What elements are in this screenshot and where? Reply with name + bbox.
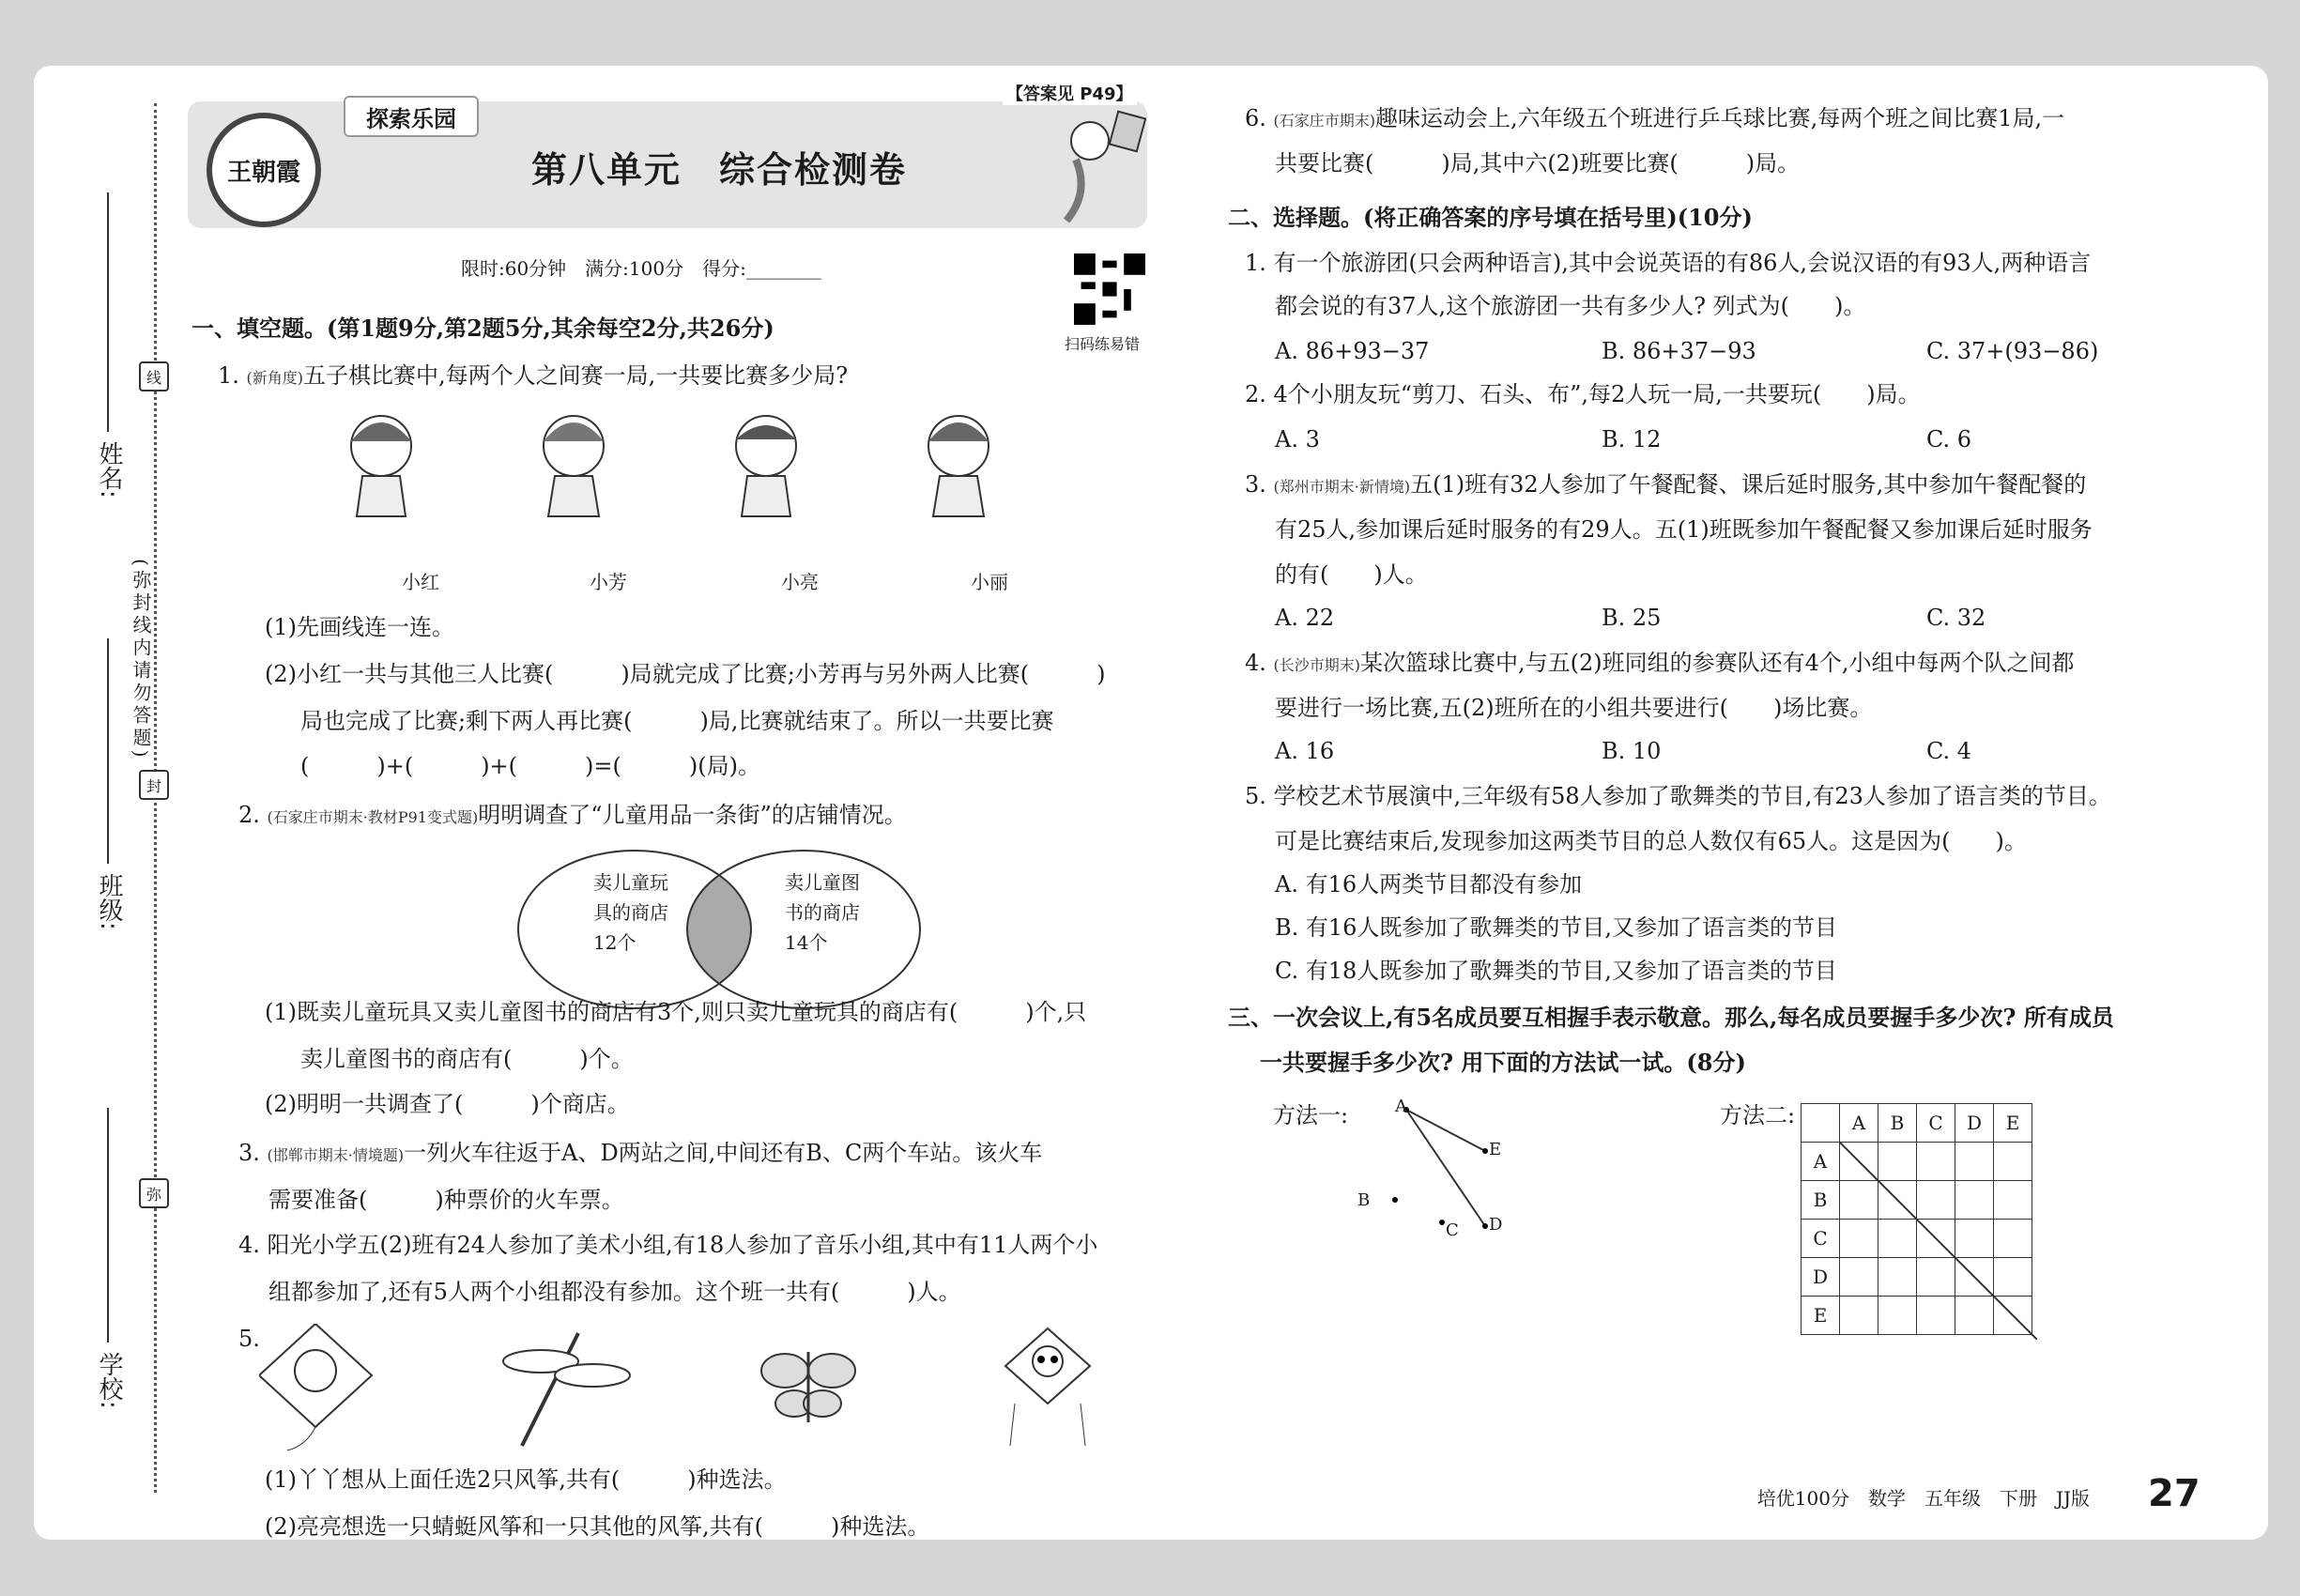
question-3: 3. (邯郸市期末·情境题)一列火车往返于A、D两站之间,中间还有B、C两个车站。该火车 [238,1140,1043,1166]
choice-2-option-a[interactable]: A. 3 [1275,426,1320,453]
answer-reference: 【答案见 P49】 [1003,81,1137,105]
child-name: 小亮 [781,571,819,593]
choice-1-option-b[interactable]: B. 86+37−93 [1602,338,1756,364]
question-2-1-line-a: (1)既卖儿童玩具又卖儿童图书的商店有3个,则只卖儿童玩具的商店有( )个,只 [265,999,1087,1025]
child-xiaohong [351,416,411,516]
child-xiaoliang [736,416,796,516]
choice-2-option-c[interactable]: C. 6 [1926,426,1972,453]
col-header: E [1994,1104,2032,1143]
exam-info: 限时:60分钟 满分:100分 得分:________ [461,257,821,280]
method-2-label: 方法二: [1720,1102,1796,1128]
question-6-line-b: 共要比赛( )局,其中六(2)班要比赛( )局。 [1275,150,1801,176]
venn-right-label: 卖儿童图 [785,871,860,894]
question-5-2: (2)亮亮想选一只蜻蜓风筝和一只其他的风筝,共有( )种选法。 [265,1513,930,1540]
question-4-line-b: 组都参加了,还有5人两个小组都没有参加。这个班一共有( )人。 [268,1279,961,1305]
children-illustration [344,404,1113,545]
question-4: 4. 阳光小学五(2)班有24人参加了美术小组,有18人参加了音乐小组,其中有11人两个小 [238,1232,1098,1258]
choice-4-option-b[interactable]: B. 10 [1602,738,1662,764]
class-field[interactable] [107,638,109,864]
question-1: 1. (新角度)五子棋比赛中,每两个人之间赛一局,一共要比赛多少局? [218,362,849,389]
choice-3-line-b: 有25人,参加课后延时服务的有29人。五(1)班既参加午餐配餐又参加课后延时服务 [1275,516,2093,543]
table-diagonal [1840,1143,2037,1340]
choice-1-option-c[interactable]: C. 37+(93−86) [1926,338,2099,364]
venn-right-count: 14个 [785,931,828,954]
question-4-text: 阳光小学五(2)班有24人参加了美术小组,有18人参加了音乐小组,其中有11人两个小 [267,1232,1098,1258]
col-header: A [1840,1104,1878,1143]
choice-4-option-a[interactable]: A. 16 [1275,738,1335,764]
choice-5: 5. 学校艺术节展演中,三年级有58人参加了歌舞类的节目,有23人参加了语言类的节目。 [1245,783,2111,809]
choice-4-line-b: 要进行一场比赛,五(2)班所在的小组共要进行( )场比赛。 [1275,695,1873,721]
choice-5-line-b: 可是比赛结束后,发现参加这两类节目的总人数仅有65人。这是因为( )。 [1275,828,2027,854]
venn-left-count: 12个 [593,931,636,954]
question-6: 6. (石家庄市期末)趣味运动会上,六年级五个班进行乒乓球比赛,每两个班之间比赛1局,一 [1245,105,2065,131]
kites-illustration [259,1324,1104,1455]
seal-mi: 弥 [139,1178,169,1208]
question-1-2-line-c: ( )+( )+( )=( )(局)。 [300,753,760,779]
question-2-2: (2)明明一共调查了( )个商店。 [265,1091,630,1117]
choice-2: 2. 4个小朋友玩“剪刀、石头、布”,每2人玩一局,一共要玩( )局。 [1245,381,1921,407]
choice-3-line-c: 的有( )人。 [1275,561,1428,588]
child-name: 小红 [402,571,439,593]
row-header: A [1802,1143,1840,1181]
choice-2-text: 4个小朋友玩“剪刀、石头、布”,每2人玩一局,一共要玩( )局。 [1273,381,1921,407]
seal-line: 线 [139,361,169,391]
point-b-label: B [1357,1190,1371,1210]
point-d-label: D [1489,1215,1503,1235]
question-3-source: (邯郸市期末·情境题) [267,1146,405,1164]
col-header: C [1917,1104,1955,1143]
choice-5-option-b[interactable]: B. 有16人既参加了歌舞类的节目,又参加了语言类的节目 [1275,914,1838,941]
point-c-label: C [1446,1220,1459,1240]
choice-4-option-c[interactable]: C. 4 [1926,738,1972,764]
class-label: 班级: [95,873,123,930]
choice-3-option-b[interactable]: B. 25 [1602,605,1662,631]
worksheet [34,66,2268,1540]
monkey-kite [259,1324,372,1450]
qr-label: 扫码练易错 [1065,335,1141,353]
choice-3-option-a[interactable]: A. 22 [1275,605,1335,631]
choice-5-option-a[interactable]: A. 有16人两类节目都没有参加 [1275,871,1583,898]
section-3-heading-line-b: 一共要握手多少次? 用下面的方法试一试。(8分) [1260,1049,1746,1076]
name-field[interactable] [107,192,109,432]
choice-1-text: 有一个旅游团(只会两种语言),其中会说英语的有86人,会说汉语的有93人,两种语言 [1273,250,2092,276]
dragonfly-kite [503,1333,630,1446]
footer-info: 培优100分 数学 五年级 下册 JJ版 [1756,1487,2090,1510]
question-2: 2. (石家庄市期末·教材P91变式题)明明调查了“儿童用品一条街”的店铺情况。 [238,802,907,828]
school-label: 学校: [95,1352,123,1409]
section-1-heading: 一、填空题。(第1题9分,第2题5分,其余每空2分,共26分) [192,315,774,342]
venn-diagram [513,845,935,1014]
choice-1: 1. 有一个旅游团(只会两种语言),其中会说英语的有86人,会说汉语的有93人,两种语言 [1245,250,2092,276]
venn-left-label: 卖儿童玩 [593,871,668,894]
choice-3-option-c[interactable]: C. 32 [1926,605,1986,631]
row-header: D [1802,1258,1840,1297]
choice-3: 3. (郑州市期末·新情境)五(1)班有32人参加了午餐配餐、课后延时服务,其中参加午餐配餐的 [1245,471,2087,498]
seal-notice: (弥封线内请勿答题) [130,559,152,761]
row-header: B [1802,1181,1840,1220]
question-2-text: 明明调查了“儿童用品一条街”的店铺情况。 [478,802,907,828]
page-number: 27 [2148,1472,2200,1515]
child-xiaoli [928,416,989,516]
choice-3-text: 五(1)班有32人参加了午餐配餐、课后延时服务,其中参加午餐配餐的 [1410,471,2087,498]
choice-5-option-c[interactable]: C. 有18人既参加了歌舞类的节目,又参加了语言类的节目 [1275,958,1837,984]
method-1-label: 方法一: [1273,1102,1349,1128]
choice-4-text: 某次篮球比赛中,与五(2)班同组的参赛队还有4个,小组中每两个队之间都 [1360,650,2075,676]
mascot-illustration [1048,103,1151,225]
point-e-label: E [1489,1140,1502,1159]
section-tag: 探索乐园 [344,96,479,137]
question-5-1: (1)丫丫想从上面任选2只风筝,共有( )种选法。 [265,1466,787,1493]
method-1-points[interactable] [1386,1098,1536,1249]
qr-code-icon [1074,253,1145,325]
butterfly-kite [761,1352,855,1422]
col-header: D [1955,1104,1994,1143]
section-3-heading: 三、一次会议上,有5名成员要互相握手表示敬意。那么,每名成员要握手多少次? 所有成员 [1228,1004,2114,1031]
choice-3-source: (郑州市期末·新情境) [1273,478,1411,496]
col-header: B [1878,1104,1917,1143]
question-6-text: 趣味运动会上,六年级五个班进行乒乓球比赛,每两个班之间比赛1局,一 [1375,105,2065,131]
child-xiaofang [544,416,604,516]
choice-1-option-a[interactable]: A. 86+93−37 [1275,338,1430,364]
question-1-1: (1)先画线连一连。 [265,614,454,640]
question-5-number: 5. [238,1326,260,1352]
panda-kite [1005,1328,1090,1446]
question-3-line-b: 需要准备( )种票价的火车票。 [268,1187,624,1213]
question-1-2-line-a: (2)小红一共与其他三人比赛( )局就完成了比赛;小芳再与另外两人比赛( ) [265,661,1106,687]
question-1-source: (新角度) [246,369,304,387]
venn-left-label: 具的商店 [593,901,668,924]
point-a-label: A [1395,1097,1407,1116]
choice-4-source: (长沙市期末) [1273,656,1361,674]
question-2-source: (石家庄市期末·教材P91变式题) [267,808,479,826]
school-field[interactable] [107,1108,109,1343]
page-title: 第八单元 综合检测卷 [531,149,908,191]
question-1-text: 五子棋比赛中,每两个人之间赛一局,一共要比赛多少局? [303,362,849,389]
row-header: E [1802,1297,1840,1335]
child-name: 小丽 [971,571,1008,593]
choice-2-option-b[interactable]: B. 12 [1602,426,1662,453]
venn-right-label: 书的商店 [785,901,860,924]
binding-strip [34,66,175,1540]
seal-feng: 封 [139,770,169,800]
question-2-1-line-b: 卖儿童图书的商店有( )个。 [300,1046,634,1072]
question-1-2-line-b: 局也完成了比赛;剩下两人再比赛( )局,比赛就结束了。所以一共要比赛 [300,708,1054,734]
question-6-source: (石家庄市期末) [1273,112,1376,130]
choice-1-line-b: 都会说的有37人,这个旅游团一共有多少人? 列式为( )。 [1275,293,1866,319]
choice-5-text: 学校艺术节展演中,三年级有58人参加了歌舞类的节目,有23人参加了语言类的节目。 [1273,783,2111,809]
name-label: 姓名: [95,441,123,499]
row-header: C [1802,1220,1840,1258]
choice-4: 4. (长沙市期末)某次篮球比赛中,与五(2)班同组的参赛队还有4个,小组中每两个队之间都 [1245,650,2075,676]
child-name: 小芳 [590,571,627,593]
brand-logo: 王朝霞 [207,113,321,227]
section-2-heading: 二、选择题。(将正确答案的序号填在括号里)(10分) [1228,204,1753,231]
question-3-text: 一列火车往返于A、D两站之间,中间还有B、C两个车站。该火车 [404,1140,1043,1166]
